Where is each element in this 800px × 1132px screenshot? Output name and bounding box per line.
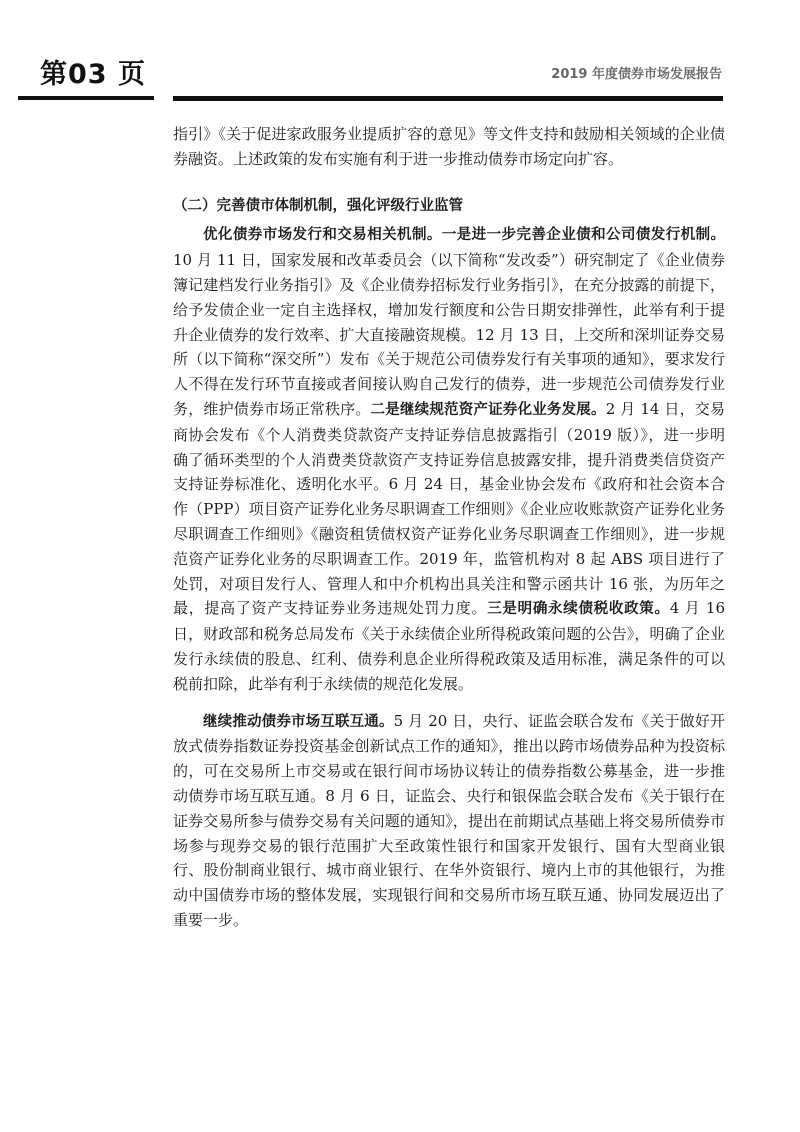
document-body [173,122,725,933]
paragraph-point-two: 二是继续规范资产证券化业务发展。 [370,401,606,418]
page-number: 第03 页 [40,59,146,90]
header-rule-right [173,96,723,101]
header-rule-left [18,96,154,100]
paragraph-text: 2 月 14 日，交易商协会发布《个人消费类贷款资产支持证券信息披露指引（2019 版）》，进一步明确了循环类型的个人消费类贷款资产支持证券信息披露安排，提升消费类信贷资产支持证券标准化、透明化水平。6 月 24 日，基金业协会发布《政府和社会资本合作（PPP）项目资产证券化业务尽职调查工作细则》《企业应收账款资产证券化业务尽职调查工作细则》《融资租赁债权资产证券化业务尽职调查工作细则》，进一步规范资产证券化业务的尽职调查工作。2019 年，监管机构对 8 起 ABS 项目进行了处罚，对项目发行人、管理人和中介机构出具关注和警示函共计 16 张，为历年之最，提高了资产支持证券业务违规处罚力度。 [173,399,725,618]
paragraph-market-connectivity [173,709,725,933]
paragraph-text: 10 月 11 日，国家发展和改革委员会（以下简称“发改委”）研究制定了《企业债券簿记建档发行业务指引》及《企业债券招标发行业务指引》，在充分披露的前提下，给予发债企业一定自主选择权，增加发行额度和公告日期安排弹性，此举有利于提升企业债券的发行效率、扩大直接融资规模。12 月 13 日，上交所和深圳证券交易所（以下简称“深交所”）发布《关于规范公司债券发行有关事项的通知》，要求发行人不得在发行环节直接或者间接认购自己发行的债券，进一步规范公司债券发行业务，维护债券市场正常秩序。 [173,251,725,418]
section-heading: （二）完善债市体制机制，强化评级行业监管 [173,197,463,214]
paragraph-lead: 继续推动债券市场互联互通。 [203,713,394,730]
paragraph-issuance-mechanism [173,222,725,696]
paragraph-point-three: 三是明确永续债税收政策。 [487,601,670,618]
intro-paragraph: 指引》《关于促进家政服务业提质扩容的意见》等文件支持和鼓励相关领域的企业债券融资。上述政策的发布实施有利于进一步推动债券市场定向扩容。 [173,125,725,168]
report-title: 2019 年度债券市场发展报告 [551,67,722,82]
paragraph-lead: 优化债券市场发行和交易相关机制。一是进一步完善企业债和公司债发行机制。 [203,227,725,244]
paragraph-text: 4 月 16 日，财政部和税务总局发布《关于永续债企业所得税政策问题的公告》，明确了企业发行永续债的股息、红利、债券利息企业所得税政策及适用标准，满足条件的可以税前扣除，此举有利于永续债的规范化发展。 [173,599,725,693]
paragraph-text: 5 月 20 日，央行、证监会联合发布《关于做好开放式债券指数证券投资基金创新试点工作的通知》，推出以跨市场债券品种为投资标的，可在交易所上市交易或在银行间市场协议转让的债券指数公募基金，进一步推动债券市场互联互通。8 月 6 日，证监会、央行和银保监会联合发布《关于银行在证券交易所参与债券交易有关问题的通知》，提出在前期试点基础上将交易所债券市场参与现券交易的银行范围扩大至政策性银行和国家开发银行、国有大型商业银行、股份制商业银行、城市商业银行、在华外资银行、境内上市的其他银行，为推动中国债券市场的整体发展，实现银行间和交易所市场互联互通、协同发展迈出了重要一步。 [173,711,726,929]
